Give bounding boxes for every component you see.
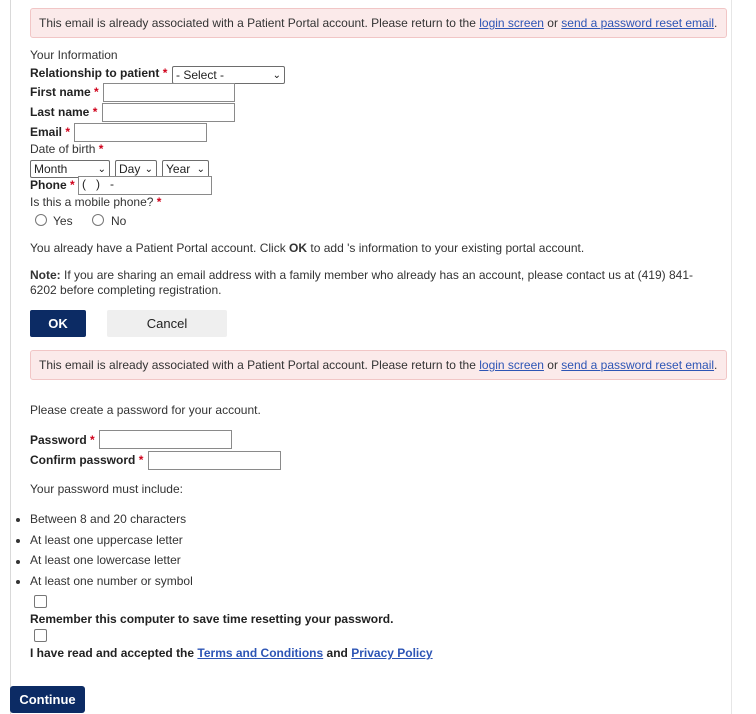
chevron-down-icon: ⌄ [97, 163, 106, 175]
password-rules-title: Your password must include: [30, 482, 183, 496]
phone-label-text: Phone [30, 178, 67, 192]
continue-button[interactable]: Continue [10, 686, 85, 713]
dob-day-value: Day [119, 162, 141, 176]
mobile-yes-label: Yes [53, 214, 73, 228]
notice-text-after: to add 's information to your existing portal account. [307, 241, 585, 255]
account-exists-alert-2 [30, 350, 727, 380]
relationship-value: - Select - [176, 68, 225, 82]
email-label-text: Email [30, 125, 63, 139]
bullet-icon [16, 580, 20, 584]
notice-ok-word: OK [289, 241, 308, 255]
email-input[interactable] [74, 123, 207, 142]
phone-input[interactable]: ( ) - [78, 176, 212, 195]
password-reset-link[interactable]: send a password reset email [561, 358, 715, 372]
bullet-icon [16, 518, 20, 522]
alert-message: This email is already associated with a Patient Portal account. Please return to the [39, 16, 480, 30]
note-line1-text: If you are sharing an email address with a family member who already has an account, please contact us at (419) 841- [60, 268, 694, 282]
relationship-label-text: Relationship to patient [30, 66, 160, 80]
required-mark: * [162, 66, 168, 80]
password-reset-link[interactable]: send a password reset email [561, 16, 715, 30]
accept-before-text: I have read and accepted the [30, 646, 198, 660]
bullet-icon [16, 560, 20, 564]
left-border [10, 0, 11, 714]
last-name-label [30, 105, 97, 119]
accept-terms-label [30, 646, 433, 660]
terms-link[interactable]: Terms and Conditions [197, 646, 324, 660]
existing-account-notice [30, 241, 584, 255]
confirm-password-label [30, 453, 143, 467]
note-line-1 [30, 268, 693, 282]
required-mark: * [65, 125, 71, 139]
relationship-select[interactable] [172, 66, 285, 84]
last-name-input[interactable] [102, 103, 235, 122]
mobile-question [30, 195, 161, 209]
dob-label [30, 142, 103, 156]
mobile-no-radio[interactable] [92, 214, 104, 226]
login-screen-link[interactable]: login screen [479, 358, 544, 372]
first-name-label-text: First name [30, 85, 91, 99]
password-input[interactable] [99, 430, 232, 449]
privacy-policy-link[interactable]: Privacy Policy [351, 646, 433, 660]
ok-button[interactable]: OK [30, 310, 86, 337]
right-border [731, 0, 732, 714]
first-name-label [30, 85, 99, 99]
alert-end: . [714, 16, 718, 30]
note-label: Note: [30, 268, 61, 282]
phone-label [30, 178, 75, 192]
accept-terms-checkbox[interactable] [34, 629, 47, 642]
confirm-password-label-text: Confirm password [30, 453, 136, 467]
relationship-label [30, 66, 167, 80]
password-rule: At least one number or symbol [30, 574, 193, 588]
required-mark: * [94, 85, 99, 99]
required-mark: * [70, 178, 75, 192]
required-mark: * [98, 142, 104, 156]
bullet-icon [16, 539, 20, 543]
alert-message: This email is already associated with a Patient Portal account. Please return to the [39, 358, 480, 372]
mobile-question-text: Is this a mobile phone? [30, 195, 154, 209]
password-label-text: Password [30, 433, 87, 447]
mobile-no-label: No [111, 214, 127, 228]
alert-end: . [714, 358, 718, 372]
note-line-2: 6202 before completing registration. [30, 283, 222, 297]
required-mark: * [156, 195, 162, 209]
alert-or-text: or [543, 16, 562, 30]
chevron-down-icon: ⌄ [272, 69, 281, 81]
section-title: Your Information [30, 48, 118, 62]
confirm-password-input[interactable] [148, 451, 281, 470]
password-intro: Please create a password for your account. [30, 403, 261, 417]
login-screen-link[interactable]: login screen [479, 16, 544, 30]
chevron-down-icon: ⌄ [196, 163, 205, 175]
password-rule: At least one uppercase letter [30, 533, 183, 547]
required-mark: * [138, 453, 144, 467]
dob-label-text: Date of birth [30, 142, 96, 156]
email-label [30, 125, 70, 139]
alert-or-text: or [543, 358, 562, 372]
account-exists-alert [30, 8, 727, 38]
password-rule: Between 8 and 20 characters [30, 512, 187, 526]
password-rule: At least one lowercase letter [30, 553, 181, 567]
remember-computer-checkbox[interactable] [34, 595, 47, 608]
last-name-label-text: Last name [30, 105, 90, 119]
dob-year-value: Year [166, 162, 191, 176]
remember-computer-label: Remember this computer to save time resetting your password. [30, 612, 394, 626]
accept-and-text: and [323, 646, 352, 660]
mobile-yes-radio[interactable] [35, 214, 47, 226]
first-name-input[interactable] [103, 83, 235, 102]
chevron-down-icon: ⌄ [144, 163, 153, 175]
required-mark: * [90, 433, 95, 447]
required-mark: * [92, 105, 98, 119]
notice-text-before: You already have a Patient Portal account. Click [30, 241, 290, 255]
cancel-button[interactable]: Cancel [107, 310, 227, 337]
password-label [30, 433, 95, 447]
dob-month-value: Month [34, 162, 68, 176]
